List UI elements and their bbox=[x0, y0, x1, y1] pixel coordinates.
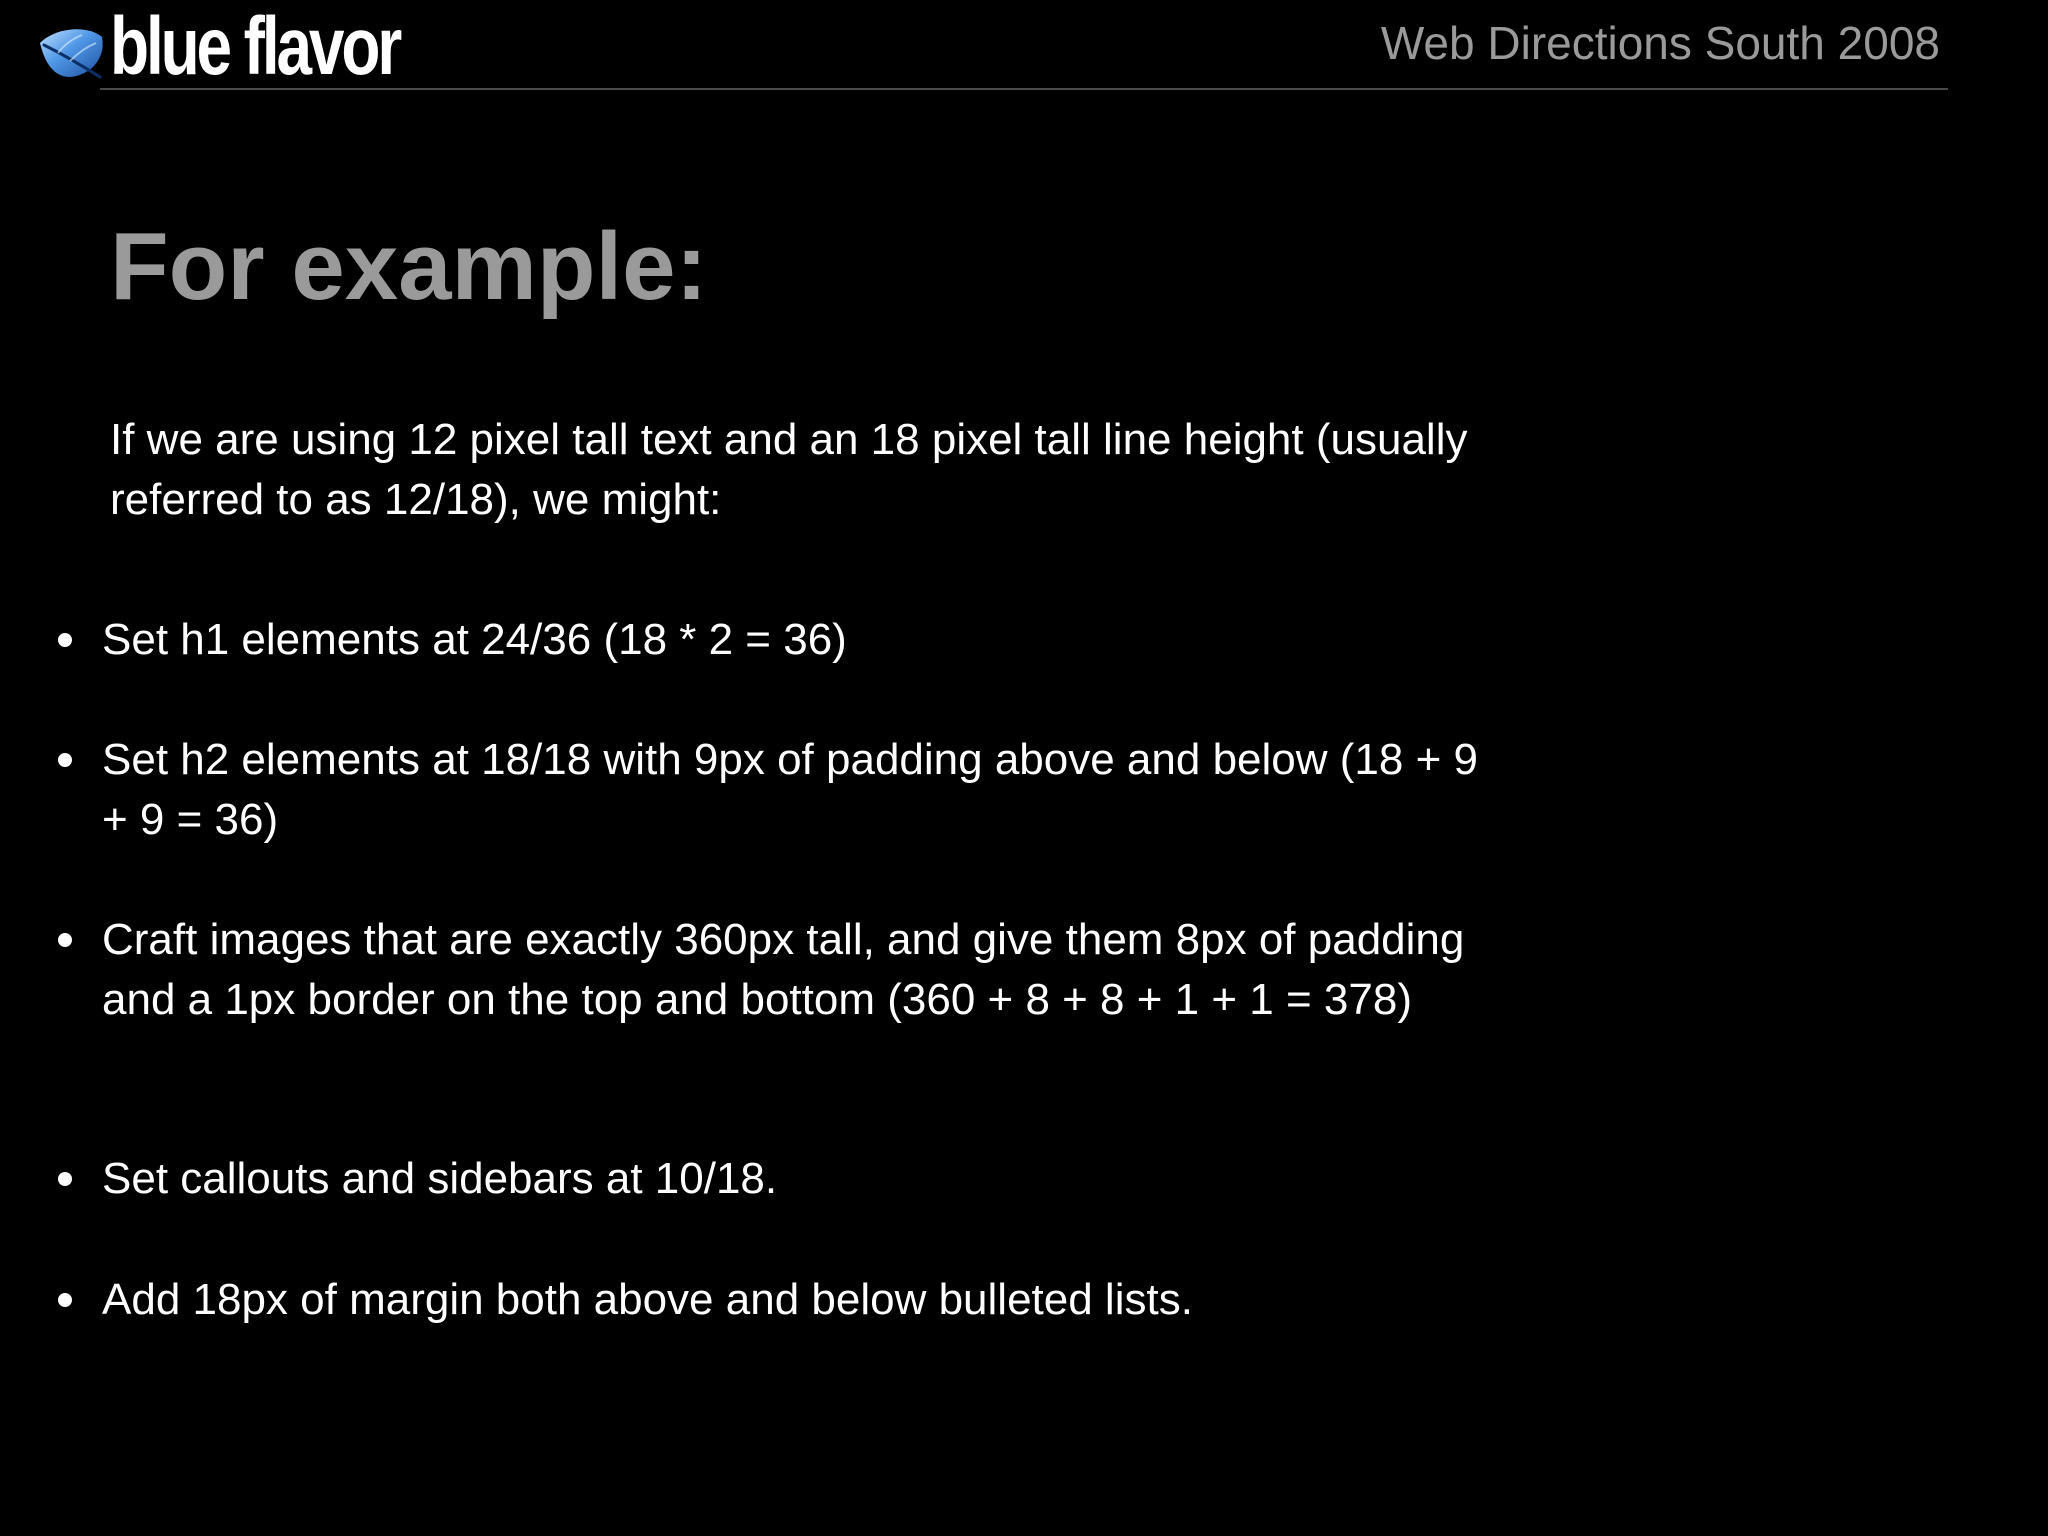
bullet-text: Set h1 elements at 24/36 (18 * 2 = 36) bbox=[102, 615, 847, 664]
list-item bbox=[58, 910, 1498, 1030]
leaf-icon bbox=[36, 23, 108, 83]
bullet-text: Craft images that are exactly 360px tall, and give them 8px of padding and a 1px border on the top and bottom (360 + 8 + 8 + 1 + 1 = 378) bbox=[102, 915, 1465, 1024]
header-divider bbox=[100, 88, 1948, 90]
logo-wordmark: blue flavor bbox=[110, 1, 400, 92]
list-item bbox=[58, 730, 1498, 850]
bullet-icon bbox=[58, 753, 72, 767]
bullet-text: Set h2 elements at 18/18 with 9px of padding above and below (18 + 9 + 9 = 36) bbox=[102, 735, 1478, 844]
bullet-icon bbox=[58, 1172, 72, 1186]
blue-flavor-logo bbox=[36, 1, 481, 92]
slide-title: For example: bbox=[110, 213, 708, 320]
bullet-icon bbox=[58, 933, 72, 947]
event-title: Web Directions South 2008 bbox=[1380, 17, 1940, 69]
list-item bbox=[58, 1270, 1498, 1330]
bullet-text: Add 18px of margin both above and below bulleted lists. bbox=[102, 1275, 1193, 1324]
bullet-text: Set callouts and sidebars at 10/18. bbox=[102, 1154, 778, 1203]
bullet-icon bbox=[58, 1293, 72, 1307]
list-item bbox=[58, 610, 1498, 670]
list-item bbox=[58, 1149, 1498, 1209]
intro-paragraph: If we are using 12 pixel tall text and an 18 pixel tall line height (usually referred to as 12/18), we might: bbox=[110, 415, 1468, 524]
bullet-icon bbox=[58, 633, 72, 647]
